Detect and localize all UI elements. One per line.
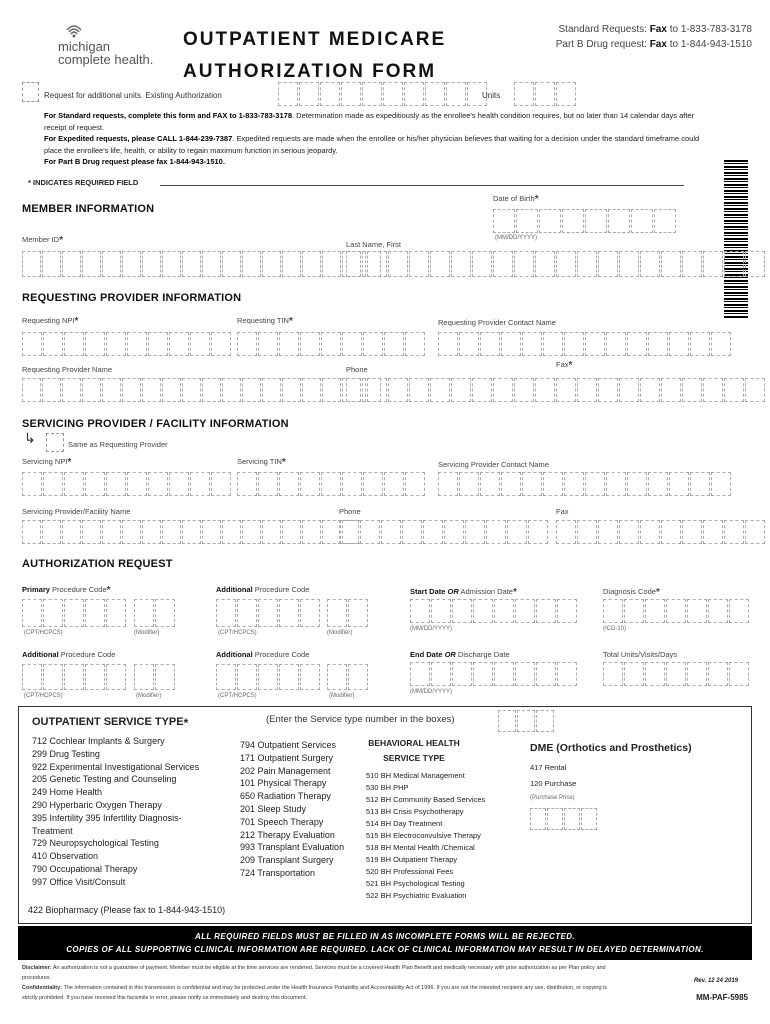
servicing-npi-label: Servicing NPI* [22,457,72,468]
service-type-field[interactable] [498,710,555,730]
service-item: 410 Observation [32,851,99,862]
primary-cpt-field[interactable] [22,599,127,625]
end-date-format: (MM/DD/YYYY) [410,689,452,695]
barcode-image [724,160,748,318]
requesting-name-field[interactable] [22,378,382,400]
total-units-field[interactable] [603,662,750,684]
bh-item: 515 BH Electroconvulsive Therapy [366,831,481,840]
additional-modifier-hint-2: (Modifier) [136,693,162,699]
requesting-phone-label: Phone [346,365,368,374]
servicing-phone-field[interactable] [339,520,549,542]
requesting-tin-label: Requesting TIN* [237,316,293,327]
service-item: 922 Experimental Investigational Services [32,761,200,772]
service-item: 650 Radiation Therapy [240,791,331,802]
bh-item: 521 BH Psychological Testing [366,879,465,888]
disclaimer: Disclaimer: An authorization is not a guarantee of payment. Member must be eligible at the time services are rendered. Services must be a covered Health Plan Benefit and medically necessary with prior authorization as per Plan policy and procedures. Confidentiality: The information contained in this transmission is confidential and may be protected under the Health Insurance Portability and Accountability Act of 1996. If you are not the intended recipient any use, distribution, or copying is strictly prohibited. If you have received this facsimile in error, please notify us immediately and destroy this document. [22,965,608,1001]
servicing-fax-label: Fax [556,507,569,516]
requesting-npi-field[interactable] [22,332,232,354]
servicing-name-field[interactable] [22,520,362,542]
dob-field[interactable] [493,209,677,231]
additional-cpt-hint-2: (CPT/HCPCS) [24,693,63,699]
bh-title: BEHAVIORAL HEALTH SERVICE TYPE [368,738,460,763]
service-item: Treatment [32,825,73,836]
bh-item: 514 BH Day Treatment [366,819,443,828]
member-name-field[interactable] [346,251,766,275]
icd-hint: (ICD-10) [603,626,627,632]
logo-icon [65,22,83,38]
dob-label: Date of Birth* [493,194,539,205]
instr-standard: For Standard requests, complete this form and FAX to 1-833-783-3178. Determination made as expeditiously as the enrollee's health condition requires, but no later than 14 calendar days after receipt of request. [44,111,695,132]
bh-list [366,770,526,902]
additional-modifier-field-2[interactable] [134,664,176,688]
primary-modifier-hint: (Modifier) [134,630,160,636]
instr-expedited: For Expedited requests, please CALL 1-844-239-7387. Expedited requests are made when the enrollee or his/her physician believes that waiting for a decision under the standard timeframe could place the enrollee's life, health, or ability to regain maximum function in serious jeopardy. [44,134,700,155]
additional-modifier-field-1[interactable] [327,599,369,625]
service-item: 997 Office Visit/Consult [32,876,126,887]
service-item: 790 Occupational Therapy [32,863,138,874]
service-item: 729 Neuropsychological Testing [32,838,159,849]
primary-procedure-label: Primary Procedure Code* [22,585,111,596]
instr-partb: For Part B Drug request please fax 1-844-943-1510. [44,157,225,166]
service-item: 794 Outpatient Services [240,740,337,750]
service-item: 701 Speech Therapy [240,816,324,827]
bh-item: 522 BH Psychiatric Evaluation [366,891,467,900]
biopharmacy-item: 422 Biopharmacy (Please fax to 1-844-943-1510) [28,905,226,915]
servicing-tin-field[interactable] [237,472,426,494]
arrow-icon: ↳ [24,430,36,446]
enter-note: (Enter the Service type number in the boxes) [266,714,455,725]
required-rule [160,185,684,186]
additional-procedure-label-3: Additional Procedure Code [216,650,310,659]
requesting-contact-field[interactable] [438,332,732,354]
purchase-price-hint: (Purchase Price) [530,795,575,801]
service-item: 299 Drug Testing [32,748,100,759]
end-date-field[interactable] [410,662,578,684]
revision-date: Rev. 12 24 2019 [693,978,738,984]
additional-cpt-field-1[interactable] [216,599,321,625]
member-id-field[interactable] [22,251,382,275]
logo-text [58,40,153,66]
dob-format: (MM/DD/YYYY) [495,235,537,241]
servicing-phone-label: Phone [339,507,361,516]
start-date-field[interactable] [410,599,578,621]
dme-rental: 417 Rental [530,763,567,772]
service-item: 712 Cochlear Implants & Surgery [32,736,165,746]
authorization-section-title: AUTHORIZATION REQUEST [22,558,173,570]
additional-modifier-field-3[interactable] [327,664,369,688]
service-item: 205 Genetic Testing and Counseling [32,774,177,785]
start-date-label: Start Date OR Admission Date* [410,587,517,598]
additional-procedure-label-1: Additional Procedure Code [216,585,310,594]
bh-item: 512 BH Community Based Services [366,795,486,804]
purchase-price-field[interactable] [530,808,598,828]
service-item: 209 Transplant Surgery [240,855,334,866]
service-item: 201 Sleep Study [240,803,307,814]
request-additional-label: Request for additional units. Existing Authorization [44,91,222,100]
servicing-section-title: SERVICING PROVIDER / FACILITY INFORMATION [22,418,289,430]
service-list-col1 [32,735,232,889]
service-type-title: OUTPATIENT SERVICE TYPE* [32,716,189,730]
additional-cpt-hint-1: (CPT/HCPCS) [218,630,257,636]
required-warning-bar [18,926,752,960]
additional-units-checkbox[interactable] [22,82,39,102]
requesting-contact-label: Requesting Provider Contact Name [438,318,556,327]
servicing-npi-field[interactable] [22,472,232,494]
requesting-fax-label: Fax* [556,360,573,371]
start-date-format: (MM/DD/YYYY) [410,626,452,632]
total-units-label: Total Units/Visits/Days [603,650,678,659]
diagnosis-field[interactable] [603,599,750,621]
title-line2: AUTHORIZATION FORM [183,61,437,82]
logo-line2: complete health. [58,52,154,67]
fax-info [556,22,752,52]
additional-cpt-field-3[interactable] [216,664,321,688]
end-date-label: End Date OR Discharge Date [410,650,510,659]
requesting-name-label: Requesting Provider Name [22,365,113,374]
warning-line1: ALL REQUIRED FIELDS MUST BE FILLED IN AS INCOMPLETE FORMS WILL BE REJECTED. [194,932,576,941]
bh-item: 513 BH Crisis Psychotherapy [366,807,464,816]
requesting-phone-field[interactable] [346,378,556,400]
bh-item: 519 BH Outpatient Therapy [366,855,458,864]
additional-procedure-label-2: Additional Procedure Code [22,650,116,659]
instructions [44,110,704,168]
bh-item: 518 BH Mental Health /Chemical [366,843,475,852]
logo-line1: michigan [58,39,111,54]
service-item: 993 Transplant Evaluation [240,842,345,853]
service-list-col2 [240,739,365,880]
bh-item: 520 BH Professional Fees [366,867,454,876]
service-item: 171 Outpatient Surgery [240,752,334,763]
required-note: * INDICATES REQUIRED FIELD [28,178,139,187]
member-id-label: Member ID* [22,235,63,246]
bh-item: 530 BH PHP [366,783,409,792]
requesting-tin-field[interactable] [237,332,426,354]
service-item: 249 Home Health [32,787,103,798]
service-item: 101 Physical Therapy [240,778,327,789]
dme-purchase: 120 Purchase [530,779,577,788]
bh-item: 510 BH Medical Management [366,771,465,780]
servicing-fax-field[interactable] [556,520,766,542]
service-item: 212 Therapy Evaluation [240,829,335,840]
primary-modifier-field[interactable] [134,599,176,625]
fax-partb: Part B Drug request: Fax to 1-844-943-1510 [555,39,752,50]
service-item: 290 Hyperbaric Oxygen Therapy [32,799,162,810]
existing-authorization-field[interactable] [278,82,488,104]
fax-standard: Standard Requests: Fax to 1-833-783-3178 [558,24,752,35]
primary-cpt-hint: (CPT/HCPCS) [24,630,63,636]
service-item: 395 Infertility 395 Infertility Diagnosis- [32,812,182,823]
servicing-tin-label: Servicing TIN* [237,457,286,468]
same-as-label: Same as Requesting Provider [68,440,168,449]
same-as-checkbox[interactable] [46,433,64,452]
diagnosis-label: Diagnosis Code* [603,587,660,598]
additional-modifier-hint-1: (Modifier) [327,630,353,636]
form-title [183,24,446,88]
requesting-section-title: REQUESTING PROVIDER INFORMATION [22,292,242,304]
form-id: MM-PAF-5985 [696,993,748,1002]
last-first-label: Last Name, First [346,240,402,249]
service-item: 724 Transportation [240,867,316,878]
requesting-fax-field[interactable] [556,378,766,400]
dme-title: DME (Orthotics and Prosthetics) [530,742,692,754]
additional-cpt-hint-3: (CPT/HCPCS) [218,693,257,699]
title-line1: OUTPATIENT MEDICARE [183,29,447,50]
member-section-title: MEMBER INFORMATION [22,203,155,215]
service-item: 202 Pain Management [240,765,331,776]
additional-modifier-hint-3: (Modifier) [329,693,355,699]
requesting-npi-label: Requesting NPI* [22,316,79,327]
warning-line2: COPIES OF ALL SUPPORTING CLINICAL INFORMATION ARE REQUIRED. LACK OF CLINICAL INFORMATION MAY RESULT IN DELAYED DETERMINATION. [66,945,704,954]
servicing-name-label: Servicing Provider/Facility Name [22,507,131,516]
additional-cpt-field-2[interactable] [22,664,127,688]
servicing-contact-label: Servicing Provider Contact Name [438,460,549,469]
units-label: Units [482,91,501,100]
units-field[interactable] [514,82,577,104]
servicing-contact-field[interactable] [438,472,732,494]
